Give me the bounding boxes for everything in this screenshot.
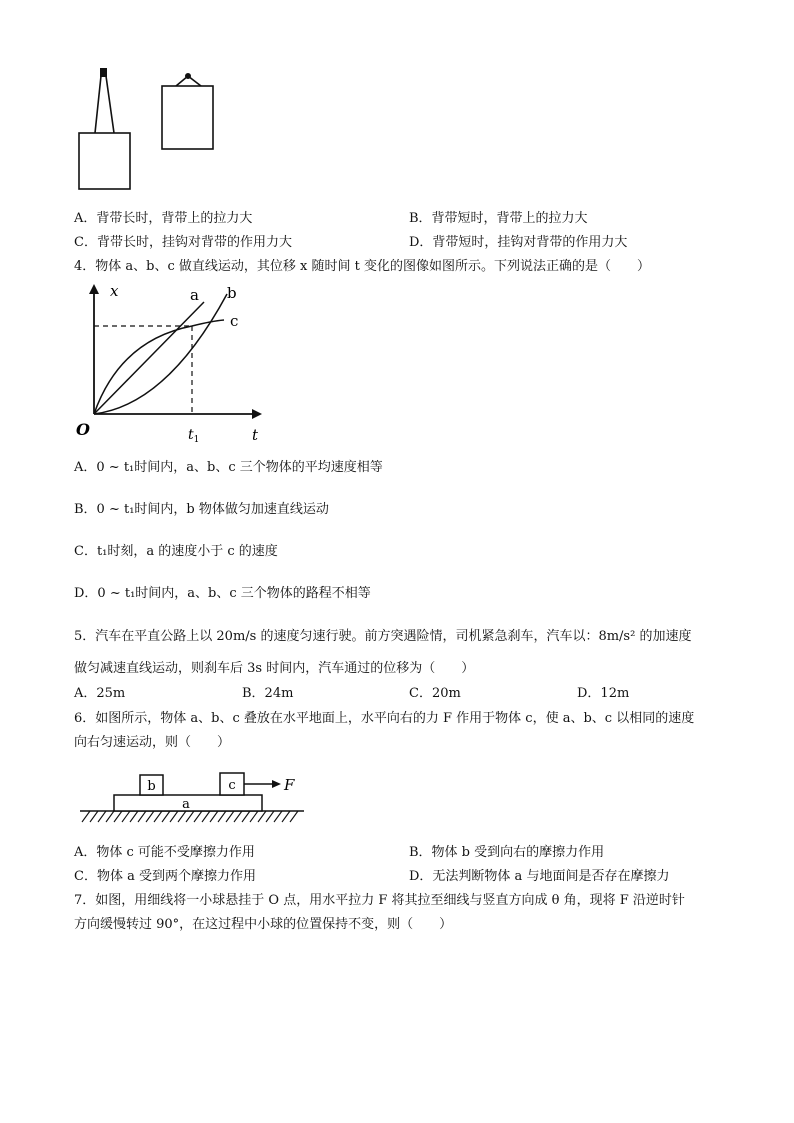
q5-stem-line2: 做匀减速直线运动，则刹车后 3s 时间内，汽车通过的位移为（ ） (74, 661, 475, 676)
q3-option-c: C．背带长时，挂钩对背带的作用力大 (74, 235, 292, 250)
q6-figure (76, 767, 306, 829)
q6-stem-line1: 6．如图所示，物体 a、b、c 叠放在水平地面上，水平向右的力 F 作用于物体 c，使 a、b、c 以相同的速度 (74, 711, 695, 726)
curve-c-label: c (230, 312, 239, 330)
curve-a-label: a (190, 286, 199, 304)
q4-option-b: B．0 ~ t₁时间内，b 物体做匀加速直线运动 (74, 502, 329, 517)
q5-stem-line1: 5．汽车在平直公路上以 20m/s 的速度匀速行驶。前方突遇险情，司机紧急刹车，汽车以：8m/s² 的加速度 (74, 629, 692, 644)
q7-stem-line2: 方向缓慢转过 90°，在这过程中小球的位置保持不变，则（ ） (74, 917, 453, 932)
block-b-label: b (147, 779, 156, 794)
origin-label: O (76, 420, 90, 439)
q5-option-d: D．12m (577, 686, 630, 701)
q3-option-b: B．背带短时，背带上的拉力大 (409, 211, 588, 226)
q4-stem: 4．物体 a、b、c 做直线运动，其位移 x 随时间 t 变化的图像如图所示。下列说法正确的是（ ） (74, 259, 650, 274)
force-label: F (284, 776, 295, 794)
q4-xt-graph (72, 280, 272, 445)
q3-option-a: A．背带长时，背带上的拉力大 (74, 211, 253, 226)
block-a-label: a (182, 797, 190, 812)
q6-option-d: D．无法判断物体 a 与地面间是否存在摩擦力 (409, 869, 670, 884)
q6-option-a: A．物体 c 可能不受摩擦力作用 (74, 845, 255, 860)
curve-a (94, 302, 204, 414)
ground-hatching (82, 811, 298, 822)
q6-option-b: B．物体 b 受到向右的摩擦力作用 (409, 845, 605, 860)
q4-option-c: C．t₁时刻，a 的速度小于 c 的速度 (74, 544, 278, 559)
q5-option-c: C．20m (409, 686, 461, 701)
q5-option-a: A．25m (74, 686, 126, 701)
q4-option-a: A．0 ~ t₁时间内，a、b、c 三个物体的平均速度相等 (74, 460, 383, 475)
x-axis-arrow (252, 409, 262, 419)
curve-c (94, 320, 224, 414)
force-arrow-head (272, 780, 281, 788)
curve-b-label: b (227, 284, 237, 302)
q3-figure (74, 66, 224, 192)
bag-short-strap (162, 73, 213, 149)
t1-label: $t_1$ (188, 427, 200, 445)
y-axis-arrow (89, 284, 99, 294)
bag-long-strap (79, 68, 130, 189)
y-axis-label: x (110, 282, 119, 300)
block-c-label: c (228, 778, 236, 793)
q6-option-c: C．物体 a 受到两个摩擦力作用 (74, 869, 256, 884)
q4-option-d: D．0 ~ t₁时间内，a、b、c 三个物体的路程不相等 (74, 586, 371, 601)
q3-option-d: D．背带短时，挂钩对背带的作用力大 (409, 235, 628, 250)
curve-b (94, 294, 227, 414)
q5-option-b: B．24m (242, 686, 294, 701)
q6-stem-line2: 向右匀速运动，则（ ） (74, 735, 231, 750)
q7-stem-line1: 7．如图，用细线将一小球悬挂于 O 点，用水平拉力 F 将其拉至细线与竖直方向成 θ 角，现将 F 沿逆时针 (74, 893, 685, 908)
x-axis-label: t (252, 426, 259, 444)
